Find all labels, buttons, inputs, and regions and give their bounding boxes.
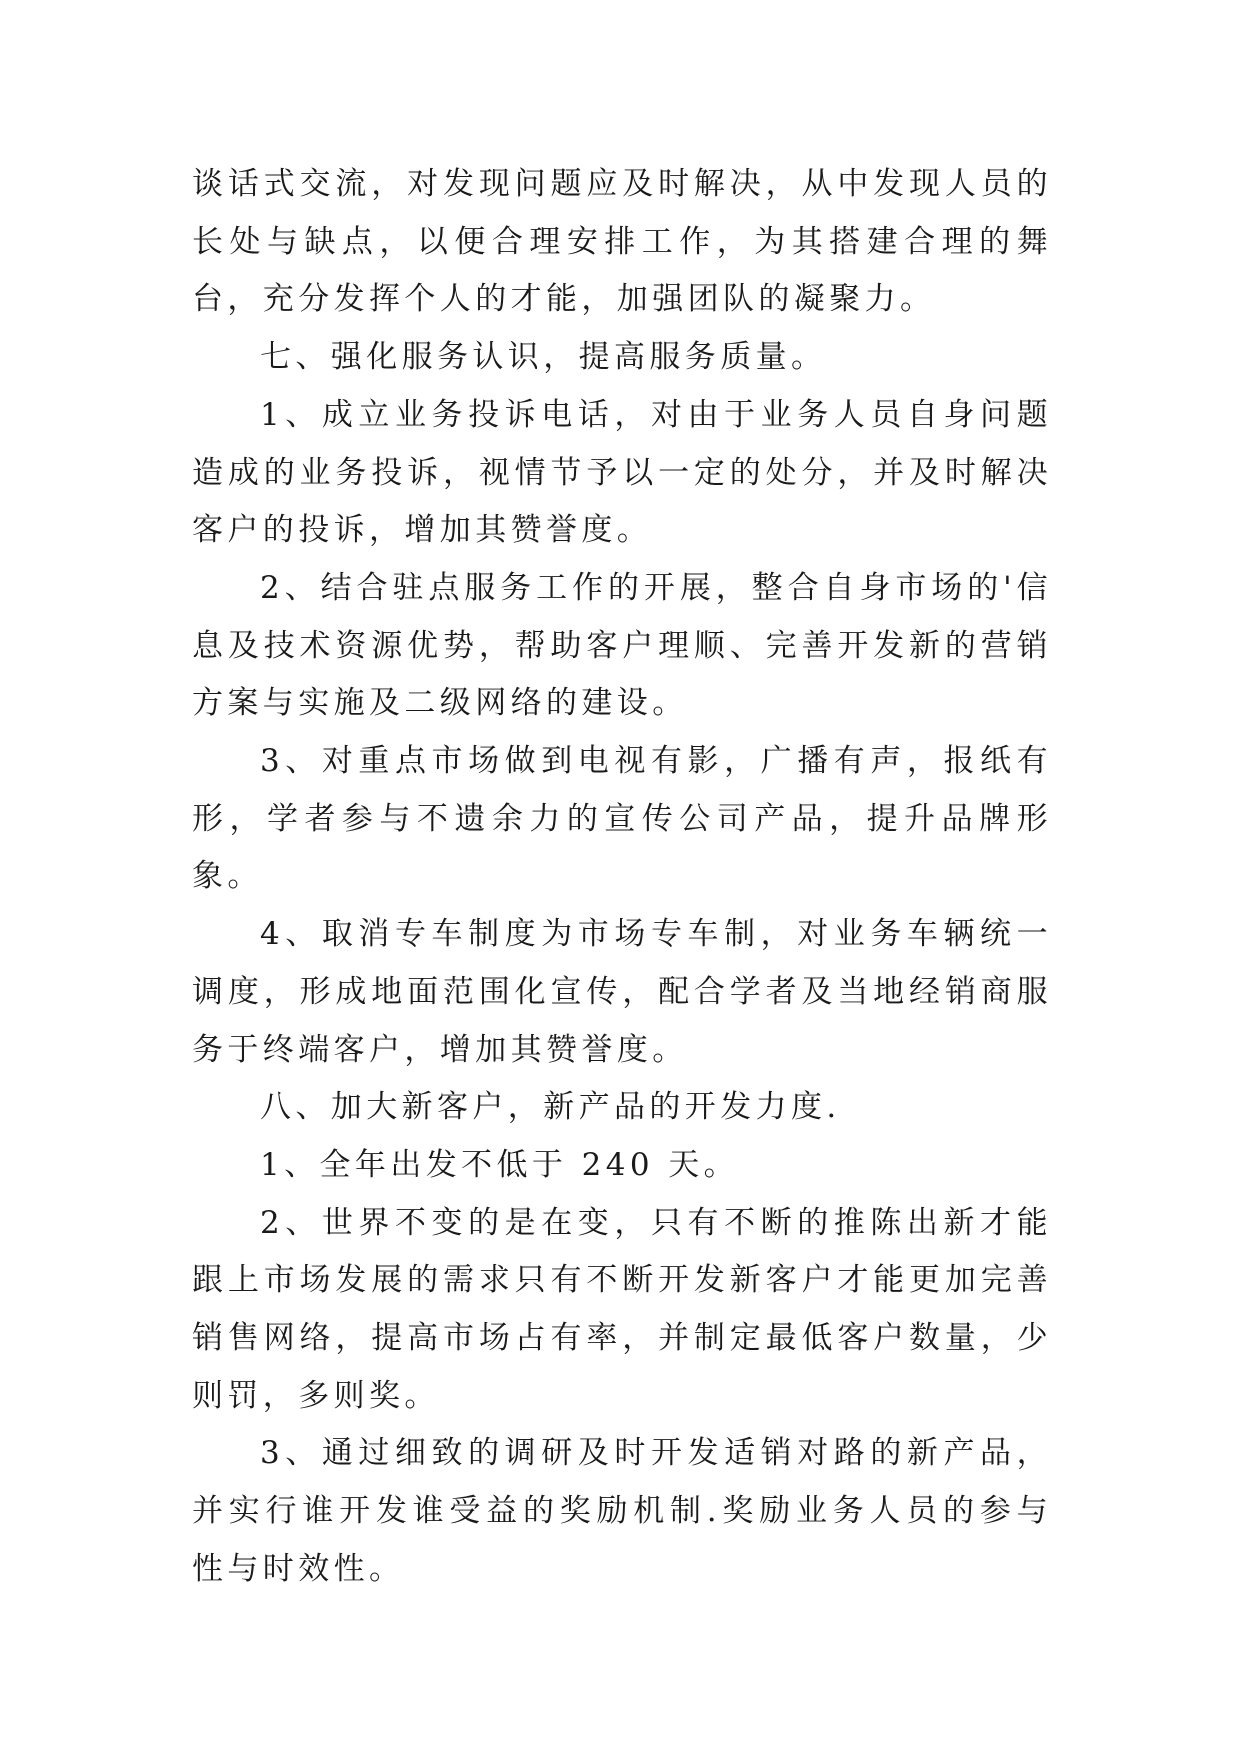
- paragraph-5: 3、对重点市场做到电视有影，广播有声，报纸有形，学者参与不遗余力的宣传公司产品，提升品牌形象。: [192, 743, 1052, 895]
- paragraph-4: 2、结合驻点服务工作的开展，整合自身市场的'信息及技术资源优势，帮助客户理顺、完善开发新的营销方案与实施及二级网络的建设。: [192, 569, 1052, 722]
- paragraph-8: 1、全年出发不低于 240 天。: [260, 1146, 739, 1183]
- paragraph-3: 1、成立业务投诉电话，对由于业务人员自身问题造成的业务投诉，视情节予以一定的处分，并及时解决客户的投诉，增加其赞誉度。: [192, 396, 1052, 549]
- document-body: [192, 156, 1052, 1599]
- paragraph-7: 八、加大新客户，新产品的开发力度.: [260, 1089, 841, 1126]
- paragraph-10: 3、通过细致的调研及时开发适销对路的新产品，并实行谁开发谁受益的奖励机制.奖励业务人员的参与性与时效性。: [192, 1435, 1052, 1587]
- paragraph-1: 谈话式交流，对发现问题应及时解决，从中发现人员的长处与缺点，以便合理安排工作，为其搭建合理的舞台，充分发挥个人的才能，加强团队的凝聚力。: [192, 166, 1052, 318]
- paragraph-9: 2、世界不变的是在变，只有不断的推陈出新才能跟上市场发展的需求只有不断开发新客户才能更加完善销售网络，提高市场占有率，并制定最低客户数量，少则罚，多则奖。: [192, 1204, 1052, 1414]
- paragraph-2: 七、强化服务认识，提高服务质量。: [260, 339, 827, 376]
- paragraph-6: 4、取消专车制度为市场专车制，对业务车辆统一调度，形成地面范围化宣传，配合学者及当地经销商服务于终端客户，增加其赞誉度。: [192, 916, 1052, 1068]
